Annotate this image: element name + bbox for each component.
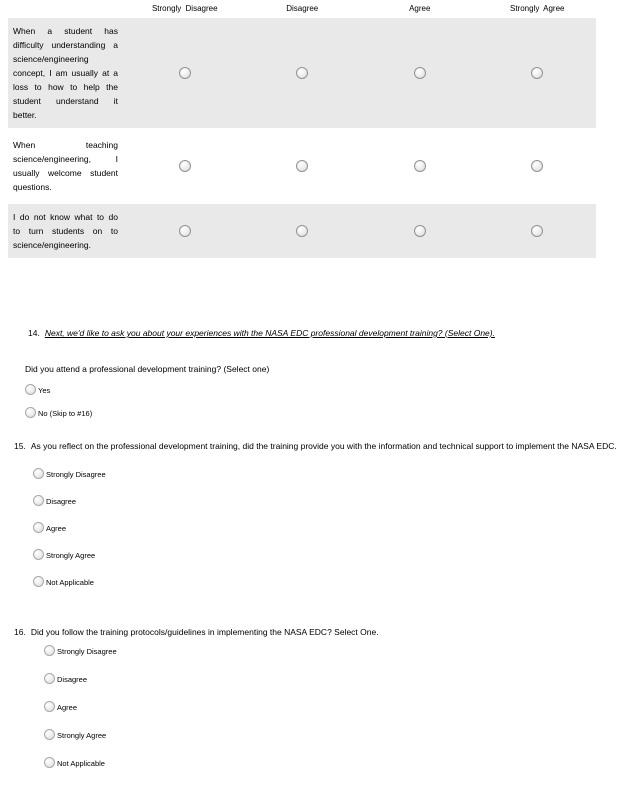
option-label: Not Applicable xyxy=(46,578,94,587)
question-number: 14. xyxy=(28,328,40,338)
radio-q15-agree[interactable] xyxy=(33,522,44,533)
matrix-cell xyxy=(244,225,362,237)
radio-row2-agree[interactable] xyxy=(414,160,426,172)
matrix-cell xyxy=(361,160,479,172)
option-disagree xyxy=(44,673,641,684)
matrix-cell xyxy=(479,67,597,79)
option-label: Agree xyxy=(57,703,78,712)
question-14-title xyxy=(28,328,641,338)
option-label: Disagree xyxy=(57,675,88,684)
option-label: Strongly Agree xyxy=(57,731,107,740)
radio-q15-disagree[interactable] xyxy=(33,495,44,506)
option-no-skip xyxy=(25,407,641,418)
radio-row3-strongly-disagree[interactable] xyxy=(179,225,191,237)
matrix-column-header-strongly-agree: Strongly Agree xyxy=(510,4,565,13)
radio-row3-strongly-agree[interactable] xyxy=(531,225,543,237)
matrix-cell xyxy=(361,225,479,237)
option-label: Yes xyxy=(38,386,51,395)
option-label: Strongly Disagree xyxy=(46,470,106,479)
matrix-question xyxy=(8,2,596,258)
matrix-row-statement: When a student has difficulty understanding a science/engineering concept, I am usually at a loss to how to help the student understand it better. xyxy=(13,26,118,120)
option-strongly-agree xyxy=(33,549,641,560)
matrix-cell xyxy=(244,67,362,79)
matrix-header xyxy=(8,2,596,18)
option-strongly-disagree xyxy=(44,645,641,656)
option-strongly-disagree xyxy=(33,468,641,479)
question-number: 16. xyxy=(14,627,26,637)
matrix-row-statement: When teaching science/engineering, I usually welcome student questions. xyxy=(13,140,118,192)
option-label: Not Applicable xyxy=(57,759,105,768)
radio-q16-strongly-disagree[interactable] xyxy=(44,645,55,656)
option-label: Strongly Disagree xyxy=(57,647,117,656)
matrix-row-statement: I do not know what to do to turn students on to science/engineering. xyxy=(13,212,118,250)
radio-row1-disagree[interactable] xyxy=(296,67,308,79)
option-label: Strongly Agree xyxy=(46,551,96,560)
radio-q15-strongly-agree[interactable] xyxy=(33,549,44,560)
radio-q16-agree[interactable] xyxy=(44,701,55,712)
matrix-column-header-disagree: Disagree xyxy=(286,4,319,13)
matrix-row xyxy=(8,204,596,258)
matrix-cell xyxy=(479,225,597,237)
question-14-subquestion: Did you attend a professional development training? (Select one) xyxy=(25,364,270,374)
question-15 xyxy=(0,439,641,587)
matrix-cell xyxy=(126,67,244,79)
matrix-cell xyxy=(126,160,244,172)
question-16-title xyxy=(14,625,634,639)
radio-row2-strongly-agree[interactable] xyxy=(531,160,543,172)
question-14 xyxy=(0,328,641,418)
option-agree xyxy=(33,522,641,533)
radio-row3-disagree[interactable] xyxy=(296,225,308,237)
option-strongly-agree xyxy=(44,729,641,740)
survey-page xyxy=(0,2,641,808)
option-yes xyxy=(25,384,641,395)
matrix-cell xyxy=(479,160,597,172)
matrix-column-header-agree: Agree xyxy=(409,4,431,13)
option-label: No (Skip to #16) xyxy=(38,409,93,418)
radio-row1-strongly-agree[interactable] xyxy=(531,67,543,79)
question-text: As you reflect on the professional development training, did the training provide you with the information and technical support to implement the NASA EDC. xyxy=(30,441,617,451)
radio-row3-agree[interactable] xyxy=(414,225,426,237)
option-agree xyxy=(44,701,641,712)
option-label: Agree xyxy=(46,524,67,533)
option-label: Disagree xyxy=(46,497,77,506)
radio-q16-disagree[interactable] xyxy=(44,673,55,684)
matrix-row xyxy=(8,128,596,204)
matrix-cell xyxy=(361,67,479,79)
radio-q14-yes[interactable] xyxy=(25,384,36,395)
question-text: Did you follow the training protocols/guidelines in implementing the NASA EDC? Select One. xyxy=(30,627,379,637)
radio-row1-strongly-disagree[interactable] xyxy=(179,67,191,79)
option-disagree xyxy=(33,495,641,506)
question-number: 15. xyxy=(14,441,26,451)
question-16 xyxy=(0,625,641,768)
question-15-title xyxy=(14,439,634,453)
matrix-row xyxy=(8,18,596,128)
radio-q16-strongly-agree[interactable] xyxy=(44,729,55,740)
radio-row2-strongly-disagree[interactable] xyxy=(179,160,191,172)
matrix-column-header-strongly-disagree: Strongly Disagree xyxy=(151,4,218,13)
matrix-cell xyxy=(244,160,362,172)
radio-row2-disagree[interactable] xyxy=(296,160,308,172)
question-text: Next, we'd like to ask you about your experiences with the NASA EDC professional development training? (Select One). xyxy=(44,328,495,338)
radio-q15-strongly-disagree[interactable] xyxy=(33,468,44,479)
option-not-applicable xyxy=(44,757,641,768)
matrix-cell xyxy=(126,225,244,237)
radio-q14-no[interactable] xyxy=(25,407,36,418)
radio-q15-not-applicable[interactable] xyxy=(33,576,44,587)
option-not-applicable xyxy=(33,576,641,587)
radio-q16-not-applicable[interactable] xyxy=(44,757,55,768)
radio-row1-agree[interactable] xyxy=(414,67,426,79)
